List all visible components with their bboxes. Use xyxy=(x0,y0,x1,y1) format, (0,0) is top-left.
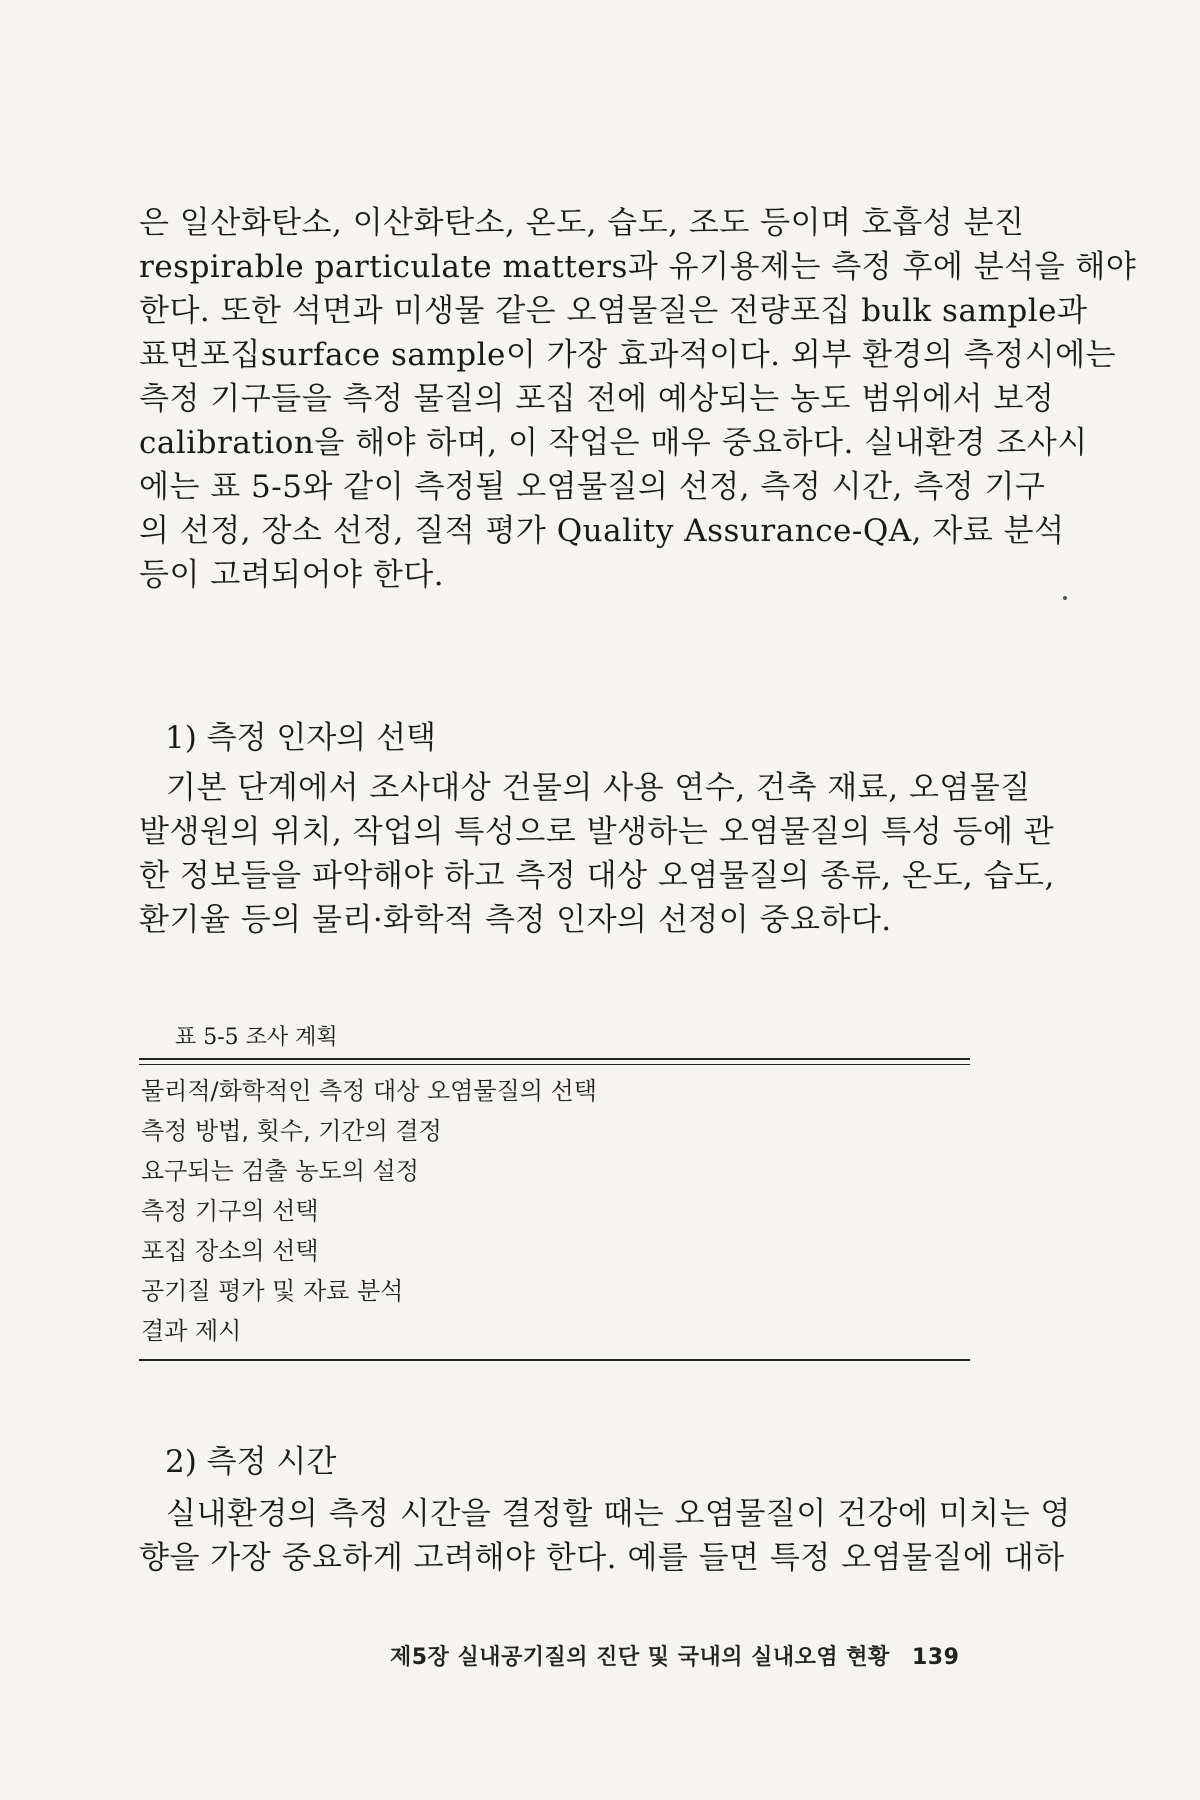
section-heading-1: 1) 측정 인자의 선택 xyxy=(165,720,437,756)
table-row: 물리적/화학적인 측정 대상 오염물질의 선택 xyxy=(141,1077,597,1105)
chapter-title: 제5장 실내공기질의 진단 및 국내의 실내오염 현황 xyxy=(390,1645,890,1670)
text-line: 의 선정, 장소 선정, 질적 평가 Quality Assurance-QA, 자료 분석 xyxy=(139,513,1065,549)
text-line: 기본 단계에서 조사대상 건물의 사용 연수, 건축 재료, 오염물질 xyxy=(166,770,1031,806)
page-number: 139 xyxy=(911,1645,960,1670)
text-line: 향을 가장 중요하게 고려해야 한다. 예를 들면 특정 오염물질에 대하 xyxy=(139,1540,1065,1576)
table-bottom-rule xyxy=(139,1359,970,1361)
text-line: 측정 기구들을 측정 물질의 포집 전에 예상되는 농도 범위에서 보정 xyxy=(139,381,1055,417)
page-footer xyxy=(390,1640,973,1671)
text-line: calibration을 해야 하며, 이 작업은 매우 중요하다. 실내환경 조사시 xyxy=(139,425,1088,461)
table-row: 결과 제시 xyxy=(141,1317,242,1345)
paragraph-section-2 xyxy=(139,1492,1071,1580)
text-line: 에는 표 5-5와 같이 측정될 오염물질의 선정, 측정 시간, 측정 기구 xyxy=(139,469,1046,505)
text-line: 실내환경의 측정 시간을 결정할 때는 오염물질이 건강에 미치는 영 xyxy=(166,1496,1071,1532)
text-line: 발생원의 위치, 작업의 특성으로 발생하는 오염물질의 특성 등에 관 xyxy=(139,814,1055,850)
paragraph-section-1 xyxy=(139,766,1055,942)
section-heading-2: 2) 측정 시간 xyxy=(165,1444,337,1480)
paragraph-intro xyxy=(139,201,1137,597)
table-top-rule xyxy=(139,1058,970,1060)
table-row: 공기질 평가 및 자료 분석 xyxy=(141,1277,404,1305)
table-row: 요구되는 검출 농도의 설정 xyxy=(141,1157,419,1185)
text-line: 표면포집surface sample이 가장 효과적이다. 외부 환경의 측정시에는 xyxy=(139,337,1117,373)
table-top-rule-inner xyxy=(139,1064,970,1065)
text-line: 등이 고려되어야 한다. xyxy=(139,557,445,593)
text-line: 한다. 또한 석면과 미생물 같은 오염물질은 전량포집 bulk sample과 xyxy=(139,293,1088,329)
text-line: 한 정보들을 파악해야 하고 측정 대상 오염물질의 종류, 온도, 습도, xyxy=(139,858,1055,894)
stray-mark xyxy=(1063,596,1067,600)
table-caption: 표 5-5 조사 계획 xyxy=(175,1025,338,1050)
text-line: respirable particulate matters과 유기용제는 측정 후에 분석을 해야 xyxy=(139,249,1137,285)
text-line: 은 일산화탄소, 이산화탄소, 온도, 습도, 조도 등이며 호흡성 분진 xyxy=(139,205,1025,241)
table-row: 측정 방법, 횟수, 기간의 결정 xyxy=(141,1117,442,1145)
table-row: 포집 장소의 선택 xyxy=(141,1237,319,1265)
table-row: 측정 기구의 선택 xyxy=(141,1197,319,1225)
text-line: 환기율 등의 물리·화학적 측정 인자의 선정이 중요하다. xyxy=(139,902,892,938)
